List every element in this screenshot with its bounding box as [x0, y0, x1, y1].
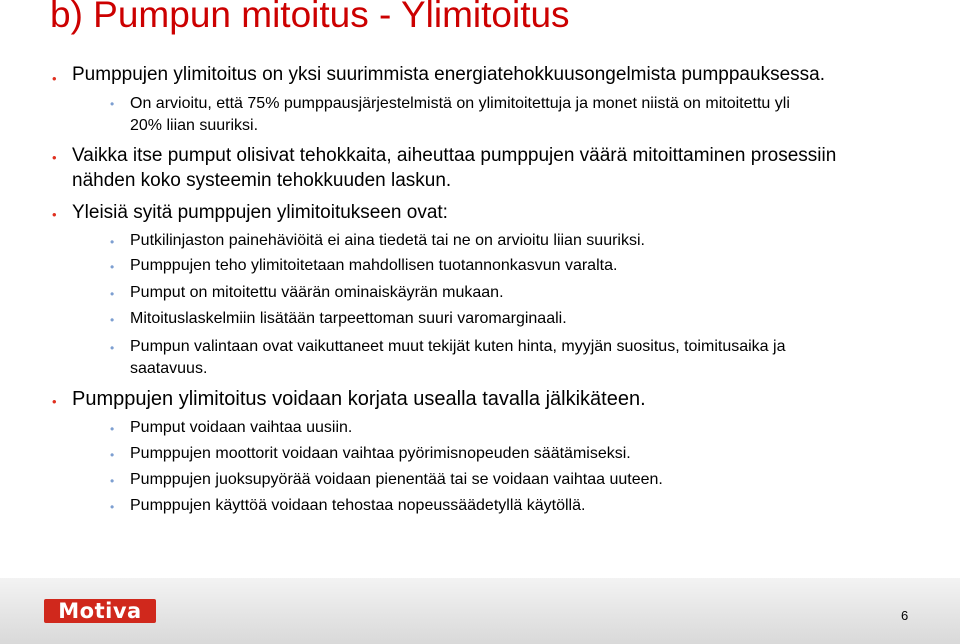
- list-item-level2: On arvioitu, että 75% pumppausjärjestelmistä on ylimitoitettuja ja monet niistä on mitoitettu yli: [130, 95, 790, 112]
- list-item-level1: Yleisiä syitä pumppujen ylimitoitukseen ovat:: [72, 202, 448, 223]
- list-item-level2: Pumppujen moottorit voidaan vaihtaa pyörimisnopeuden säätämiseksi.: [130, 445, 631, 462]
- list-item-level2: Mitoituslaskelmiin lisätään tarpeettoman suuri varomarginaali.: [130, 310, 567, 327]
- bullet-level2: •: [110, 235, 115, 249]
- list-item-level2: Pumput voidaan vaihtaa uusiin.: [130, 419, 353, 436]
- list-item-level2-continued: 20% liian suuriksi.: [130, 117, 259, 134]
- list-item-level1: Vaikka itse pumput olisivat tehokkaita, aiheuttaa pumppujen väärä mitoittaminen prosessiin: [72, 145, 837, 166]
- page-number: 6: [901, 608, 909, 623]
- list-item-level2-continued: saatavuus.: [130, 360, 208, 377]
- list-item-level1: Pumppujen ylimitoitus on yksi suurimmista energiatehokkuusongelmista pumppauksessa.: [72, 64, 825, 85]
- bullet-level1: •: [52, 207, 57, 222]
- bullet-level1: •: [52, 71, 57, 86]
- list-item-level2: Pumput on mitoitettu väärän ominaiskäyrän mukaan.: [130, 284, 504, 301]
- bullet-level2: •: [110, 97, 115, 111]
- motiva-logo: [44, 599, 156, 623]
- list-item-level1-continued: nähden koko systeemin tehokkuuden laskun.: [72, 170, 452, 191]
- list-item-level2: Pumppujen juoksupyörää voidaan pienentää tai se voidaan vaihtaa uuteen.: [130, 471, 663, 488]
- bullet-level2: •: [110, 474, 115, 488]
- list-item-level2: Putkilinjaston painehäviöitä ei aina tiedetä tai ne on arvioitu liian suuriksi.: [130, 232, 645, 249]
- bullet-level2: •: [110, 341, 115, 355]
- bullet-level2: •: [110, 260, 115, 274]
- bullet-level1: •: [52, 150, 57, 165]
- bullet-level2: •: [110, 422, 115, 436]
- bullet-level2: •: [110, 448, 115, 462]
- bullet-level1: •: [52, 394, 57, 409]
- bullet-level2: •: [110, 287, 115, 301]
- bullet-level2: •: [110, 500, 115, 514]
- slide-title: b) Pumpun mitoitus - Ylimitoitus: [50, 0, 570, 35]
- bullet-level2: •: [110, 313, 115, 327]
- list-item-level2: Pumppujen teho ylimitoitetaan mahdollisen tuotannonkasvun varalta.: [130, 257, 618, 274]
- list-item-level2: Pumppujen käyttöä voidaan tehostaa nopeussäädetyllä käytöllä.: [130, 497, 586, 514]
- logo-text: Motiva: [58, 599, 142, 623]
- list-item-level1: Pumppujen ylimitoitus voidaan korjata usealla tavalla jälkikäteen.: [72, 388, 646, 410]
- list-item-level2: Pumpun valintaan ovat vaikuttaneet muut tekijät kuten hinta, myyjän suositus, toimitusaika ja: [130, 338, 786, 355]
